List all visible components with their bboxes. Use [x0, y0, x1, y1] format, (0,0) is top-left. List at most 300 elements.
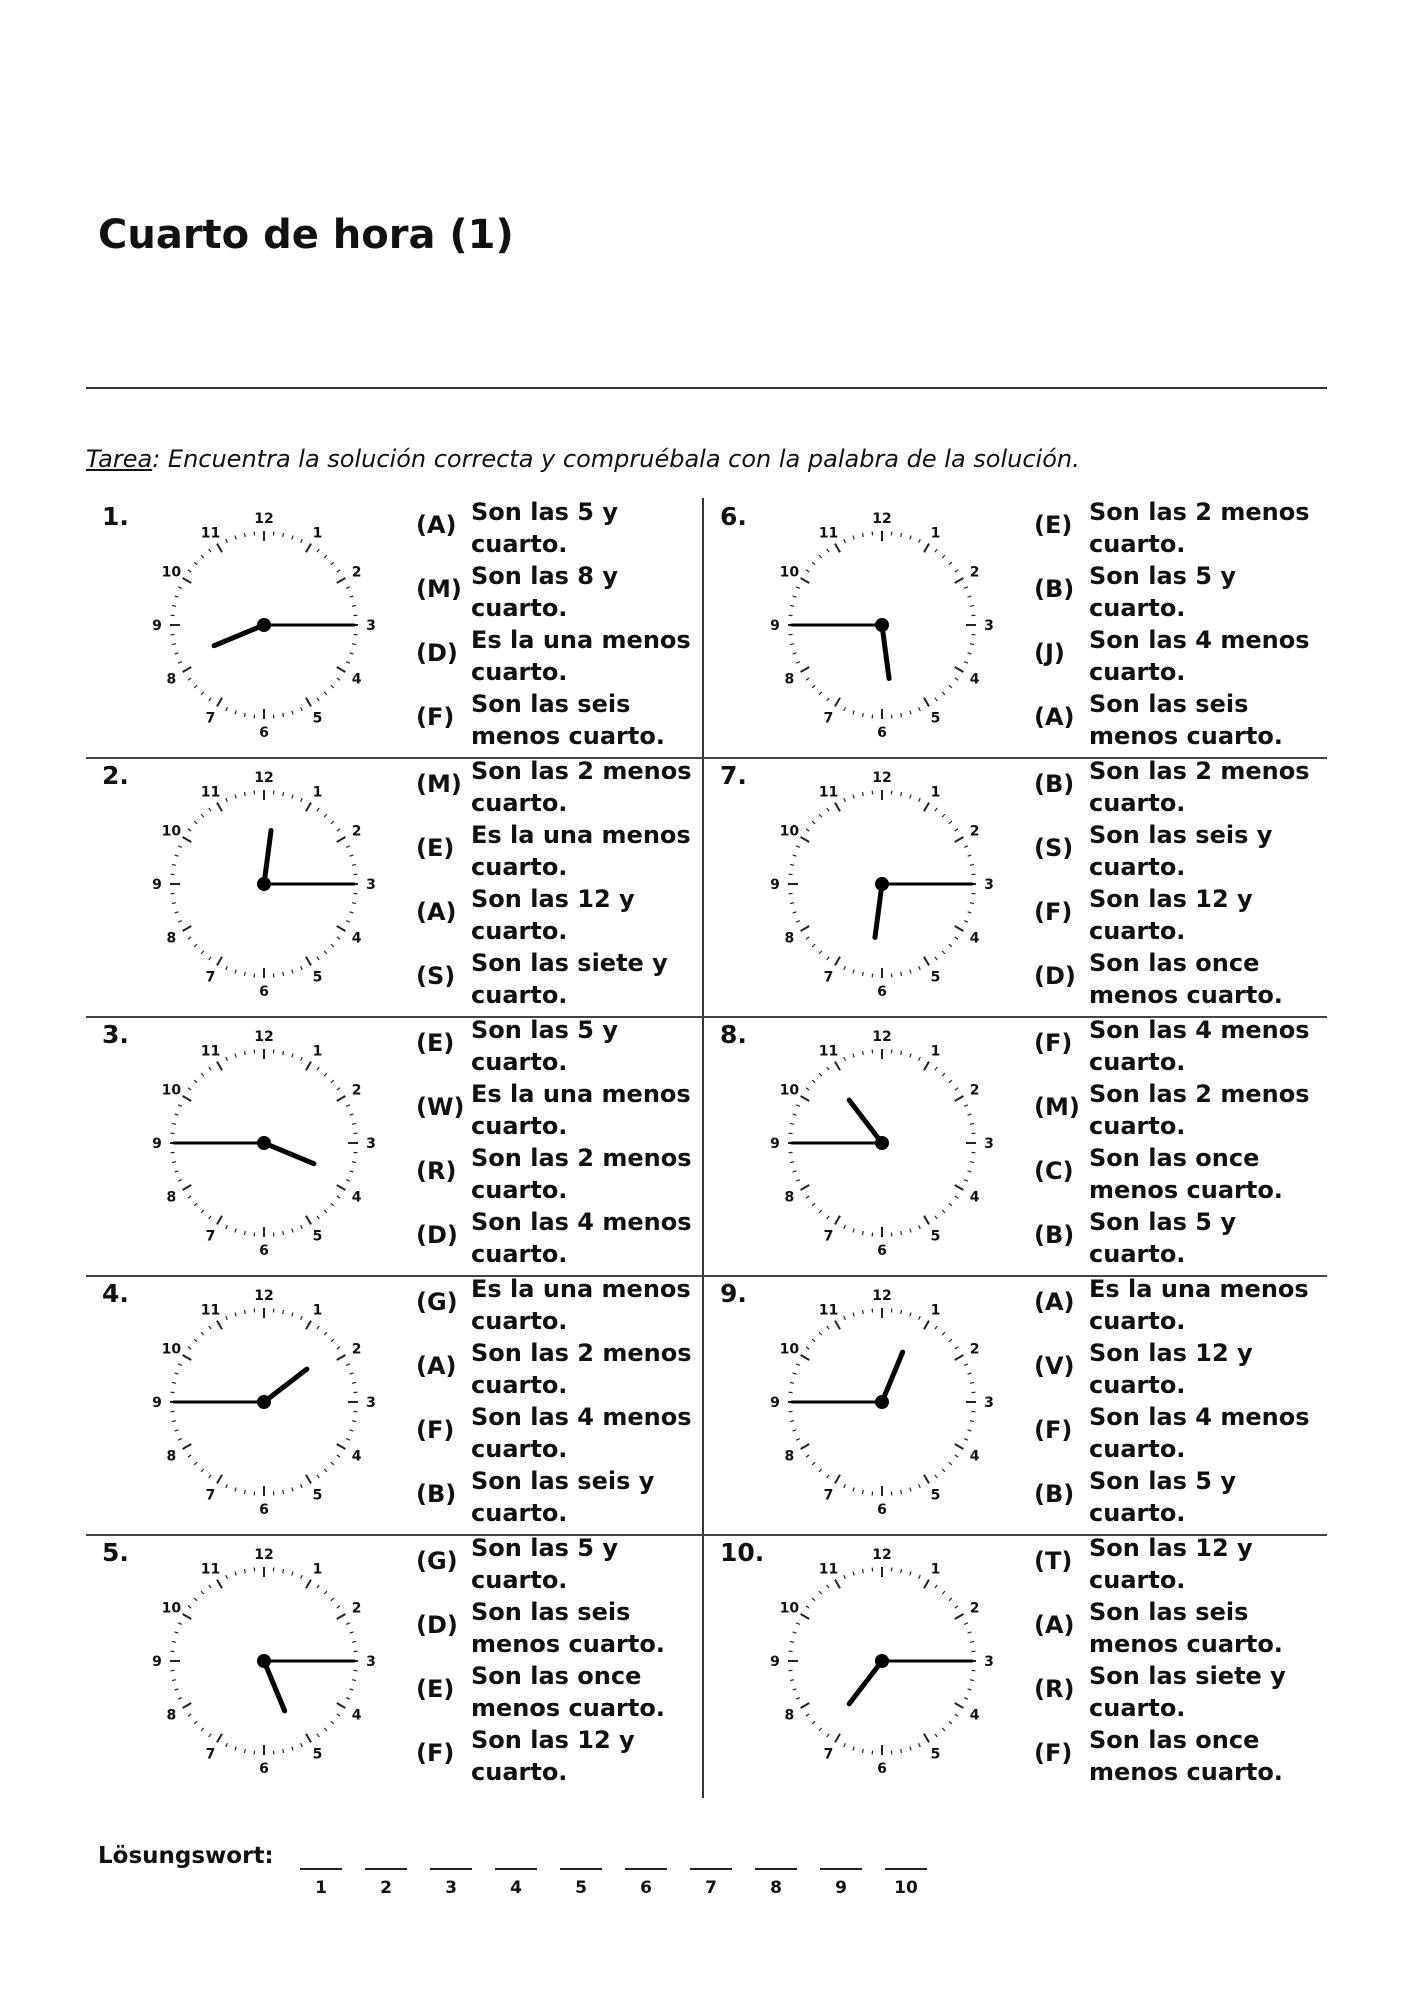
clock-tick: [919, 539, 921, 543]
clock-tick: [955, 837, 964, 842]
clock-tick: [283, 1231, 284, 1235]
option-text: Son las 12 y cuarto.: [1089, 1534, 1253, 1594]
clock-tick: [835, 957, 840, 966]
answer-blank[interactable]: [755, 1868, 797, 1870]
clock-tick: [209, 957, 211, 960]
clock-tick: [172, 644, 176, 645]
slot-number: 9: [835, 1878, 847, 1898]
clock-tick: [317, 698, 319, 701]
clock-tick: [793, 653, 797, 654]
clock-tick: [827, 957, 829, 960]
clock-tick: [801, 1703, 810, 1708]
clock-tick: [244, 972, 245, 976]
answer-option[interactable]: [1034, 885, 1324, 949]
clock-tick: [955, 1347, 958, 1349]
clock-tick: [194, 562, 197, 565]
clock-tick: [346, 1364, 350, 1366]
clock-tick: [194, 1203, 197, 1206]
option-letter: (G): [416, 1288, 458, 1316]
slot-number: 8: [770, 1878, 782, 1898]
answer-option[interactable]: [416, 1208, 706, 1272]
clock-numeral: 5: [312, 710, 323, 727]
clock-numeral: 1: [312, 525, 323, 542]
option-text: Son las seis y cuarto.: [1089, 821, 1273, 881]
clock-tick: [175, 653, 179, 654]
clock-numeral: 8: [784, 1189, 795, 1206]
clock-tick: [283, 1749, 284, 1753]
clock-tick: [812, 1080, 815, 1083]
slot-number: 3: [445, 1878, 457, 1898]
clock-tick: [942, 814, 945, 817]
clock-numeral: 6: [259, 1243, 269, 1259]
clock-tick: [226, 1743, 228, 1747]
clock-tick: [812, 1203, 815, 1206]
option-letter: (M): [1034, 1093, 1080, 1121]
option-text: Son las 5 y cuarto.: [1089, 1208, 1236, 1268]
exercise-number: 2.: [102, 761, 129, 790]
answer-option[interactable]: [416, 626, 706, 690]
option-text: Son las 12 y cuarto.: [1089, 885, 1253, 945]
exercise-number: 6.: [720, 502, 747, 531]
answer-option[interactable]: [1034, 757, 1324, 821]
clock-tick: [324, 1210, 327, 1213]
clock-tick: [827, 549, 829, 552]
clock-numeral: 2: [969, 564, 980, 581]
clock-tick: [337, 837, 346, 842]
clock-tick: [244, 1569, 245, 1573]
option-text: Son las 4 menos cuarto.: [471, 1403, 692, 1463]
clock-tick: [235, 795, 236, 799]
answer-option[interactable]: [416, 1467, 706, 1531]
clock-tick: [844, 1575, 846, 1579]
answer-slot[interactable]: [625, 1858, 667, 1898]
answer-option[interactable]: [416, 1275, 706, 1339]
option-text: Son las 2 menos cuarto.: [471, 1339, 692, 1399]
answer-option[interactable]: [1034, 1208, 1324, 1272]
clock-face: [154, 1277, 374, 1527]
clock-tick: [217, 1216, 222, 1225]
answer-option[interactable]: [416, 1662, 706, 1726]
option-letter: (B): [1034, 1221, 1075, 1249]
clock-tick: [970, 1162, 974, 1163]
clock-tick: [968, 912, 972, 913]
option-text: Son las 5 y cuarto.: [471, 1534, 618, 1594]
answer-option[interactable]: [416, 1339, 706, 1403]
clock-face: [154, 500, 374, 750]
answer-option[interactable]: [1034, 949, 1324, 1013]
answer-option[interactable]: [1034, 562, 1324, 626]
clock-tick: [201, 1210, 204, 1213]
exercise-number: 1.: [102, 502, 129, 531]
answer-option[interactable]: [1034, 1598, 1324, 1662]
option-text: Son las once menos cuarto.: [1089, 949, 1283, 1009]
clock-tick: [901, 1490, 902, 1494]
clock-numeral: 1: [312, 1043, 323, 1060]
clock-tick: [862, 533, 863, 537]
clock-tick: [350, 855, 354, 856]
clock-tick: [819, 1332, 822, 1335]
clock-tick: [901, 1231, 902, 1235]
clock-numeral: 7: [205, 1487, 216, 1504]
clock-tick: [835, 544, 840, 553]
clock-tick: [346, 921, 350, 923]
clock-tick: [935, 957, 937, 960]
clock-tick: [949, 562, 952, 565]
clock-tick: [317, 808, 319, 811]
clock-tick: [324, 951, 327, 954]
answer-option[interactable]: [416, 562, 706, 626]
clock-tick: [955, 678, 958, 680]
clock-tick: [346, 662, 350, 664]
clock-tick: [796, 921, 800, 923]
answer-blank[interactable]: [300, 1868, 342, 1870]
clock-center: [875, 877, 889, 891]
clock-tick: [324, 1469, 327, 1472]
answer-slot[interactable]: [495, 1858, 537, 1898]
answer-option[interactable]: [416, 1534, 706, 1598]
clock-tick: [217, 1734, 222, 1743]
clock-numeral: 10: [161, 823, 182, 840]
clock-tick: [172, 1680, 176, 1681]
clock-tick: [819, 692, 822, 695]
answer-option[interactable]: [416, 498, 706, 562]
answer-option[interactable]: [1034, 1016, 1324, 1080]
clock-tick: [317, 957, 319, 960]
clock-tick: [292, 1488, 293, 1492]
clock-tick: [175, 1373, 179, 1374]
answer-slot[interactable]: [690, 1858, 732, 1898]
clock-tick: [862, 792, 863, 796]
clock-tick: [301, 798, 303, 802]
option-letter: (M): [416, 770, 462, 798]
clock-tick: [924, 1321, 929, 1330]
answer-option[interactable]: [416, 1080, 706, 1144]
answer-option[interactable]: [1034, 1339, 1324, 1403]
clock-tick: [306, 1734, 311, 1743]
clock-tick: [306, 957, 311, 966]
clock-tick: [796, 662, 800, 664]
answer-blank[interactable]: [560, 1868, 602, 1870]
clock-tick: [806, 1347, 809, 1349]
clock-numeral: 6: [877, 984, 887, 1000]
clock-tick: [827, 1216, 829, 1219]
clock-tick: [955, 1088, 958, 1090]
option-letter: (W): [416, 1093, 465, 1121]
hour-hand: [214, 625, 264, 646]
clock-tick: [806, 1088, 809, 1090]
answer-option[interactable]: [1034, 1467, 1324, 1531]
clock-tick: [844, 966, 846, 970]
clock-tick: [835, 1321, 840, 1330]
clock-tick: [226, 1225, 228, 1229]
option-text: Es la una menos cuarto.: [471, 821, 691, 881]
option-letter: (F): [416, 703, 455, 731]
answer-slot[interactable]: [560, 1858, 602, 1898]
exercise-5: [86, 1534, 706, 1793]
clock-tick: [796, 1698, 800, 1700]
option-letter: (G): [416, 1547, 458, 1575]
option-letter: (J): [1034, 639, 1065, 667]
answer-option[interactable]: [416, 949, 706, 1013]
clock-tick: [235, 1313, 236, 1317]
answer-option[interactable]: [416, 757, 706, 821]
clock-tick: [812, 685, 815, 688]
answer-option[interactable]: [416, 1598, 706, 1662]
option-letter: (F): [416, 1739, 455, 1767]
answer-option[interactable]: [1034, 1726, 1324, 1790]
clock-tick: [175, 1114, 179, 1115]
clock-tick: [924, 544, 929, 553]
clock-numeral: 2: [351, 1082, 362, 1099]
clock-numeral: 6: [877, 1243, 887, 1259]
answer-option[interactable]: [1034, 1662, 1324, 1726]
clock-tick: [188, 829, 191, 831]
answer-slot[interactable]: [300, 1858, 342, 1898]
clock-tick: [935, 549, 937, 552]
clock-tick: [201, 555, 204, 558]
clock-tick: [183, 1096, 192, 1101]
clock-tick: [955, 1606, 958, 1608]
hour-hand: [264, 1143, 314, 1164]
clock-tick: [337, 678, 340, 680]
clock-tick: [301, 966, 303, 970]
clock-tick: [337, 570, 340, 572]
clock-tick: [853, 536, 854, 540]
clock-tick: [301, 1057, 303, 1061]
clock-numeral: 12: [254, 1547, 274, 1563]
option-letter: (F): [1034, 1416, 1073, 1444]
clock-tick: [317, 1216, 319, 1219]
exercise-1: [86, 498, 706, 757]
clock-numeral: 4: [351, 1707, 362, 1724]
clock-tick: [935, 698, 937, 701]
clock-numeral: 12: [872, 770, 892, 786]
clock-tick: [801, 578, 810, 583]
clock-tick: [853, 1572, 854, 1576]
option-letter: (A): [416, 511, 457, 539]
hour-hand: [882, 1352, 903, 1402]
answer-option[interactable]: [416, 1726, 706, 1790]
page-title: Cuarto de hora (1): [98, 212, 514, 258]
clock-tick: [235, 1229, 236, 1233]
clock-tick: [226, 1484, 228, 1488]
clock-numeral: 8: [784, 1448, 795, 1465]
answer-option[interactable]: [1034, 498, 1324, 562]
clock-numeral: 11: [818, 1302, 839, 1319]
clock-tick: [949, 1080, 952, 1083]
answer-option[interactable]: [1034, 1275, 1324, 1339]
clock-numeral: 2: [969, 1600, 980, 1617]
clock-tick: [226, 1057, 228, 1061]
clock-tick: [324, 1728, 327, 1731]
clock-tick: [324, 1332, 327, 1335]
clock-tick: [346, 1623, 350, 1625]
clock-tick: [862, 1051, 863, 1055]
exercise-number: 9.: [720, 1279, 747, 1308]
answer-slot[interactable]: [365, 1858, 407, 1898]
option-letter: (F): [1034, 1739, 1073, 1767]
answer-option[interactable]: [416, 690, 706, 754]
answer-blank[interactable]: [495, 1868, 537, 1870]
clock-tick: [209, 549, 211, 552]
clock-tick: [790, 644, 794, 645]
answer-slot[interactable]: [430, 1858, 472, 1898]
clock-tick: [194, 1080, 197, 1083]
clock-tick: [835, 1062, 840, 1071]
clock-tick: [924, 698, 929, 707]
answer-option[interactable]: [1034, 1403, 1324, 1467]
clock-tick: [812, 944, 815, 947]
clock-tick: [217, 1321, 222, 1330]
clock-tick: [862, 1310, 863, 1314]
answer-blank[interactable]: [430, 1868, 472, 1870]
option-text: Son las 5 y cuarto.: [471, 1016, 618, 1076]
clock-tick: [331, 1462, 334, 1465]
clock-numeral: 2: [969, 1341, 980, 1358]
clock-numeral: 2: [351, 823, 362, 840]
clock-tick: [194, 685, 197, 688]
clock-numeral: 5: [930, 710, 941, 727]
clock-tick: [853, 1229, 854, 1233]
clock-tick: [226, 1316, 228, 1320]
clock-numeral: 5: [312, 1228, 323, 1245]
answer-blank[interactable]: [625, 1868, 667, 1870]
clock-tick: [924, 1216, 929, 1225]
clock-tick: [901, 1569, 902, 1573]
clock-tick: [862, 972, 863, 976]
clock-numeral: 4: [351, 1448, 362, 1465]
clock-tick: [226, 1575, 228, 1579]
answer-option[interactable]: [416, 885, 706, 949]
clock-numeral: 4: [969, 1189, 980, 1206]
clock-tick: [188, 678, 191, 680]
clock-tick: [924, 957, 929, 966]
answer-option[interactable]: [416, 1403, 706, 1467]
clock-tick: [793, 1430, 797, 1431]
clock-numeral: 3: [984, 618, 994, 634]
clock-tick: [194, 821, 197, 824]
clock-tick: [955, 937, 958, 939]
answer-option[interactable]: [1034, 626, 1324, 690]
clock-tick: [244, 533, 245, 537]
exercise-number: 7.: [720, 761, 747, 790]
clock-numeral: 2: [351, 1341, 362, 1358]
clock-tick: [806, 1455, 809, 1457]
clock-tick: [812, 1339, 815, 1342]
clock-tick: [796, 1364, 800, 1366]
clock-tick: [806, 678, 809, 680]
answer-blank[interactable]: [885, 1868, 927, 1870]
answer-blank[interactable]: [820, 1868, 862, 1870]
answer-slot[interactable]: [820, 1858, 862, 1898]
clock-tick: [301, 1484, 303, 1488]
clock-face: [154, 1018, 374, 1268]
clock-numeral: 1: [930, 525, 941, 542]
clock-tick: [175, 1171, 179, 1172]
slot-number: 10: [894, 1878, 918, 1898]
answer-option[interactable]: [1034, 1144, 1324, 1208]
clock-numeral: 9: [770, 1395, 780, 1411]
clock-tick: [235, 536, 236, 540]
answer-slot[interactable]: [885, 1858, 927, 1898]
clock-tick: [201, 692, 204, 695]
answer-blank[interactable]: [365, 1868, 407, 1870]
option-letter: (E): [416, 834, 455, 862]
clock-tick: [244, 1310, 245, 1314]
option-text: Son las 2 menos cuarto.: [471, 757, 692, 817]
clock-numeral: 11: [818, 525, 839, 542]
clock-tick: [283, 533, 284, 537]
clock-face: [154, 759, 374, 1009]
clock-tick: [970, 1680, 974, 1681]
clock-tick: [910, 1572, 911, 1576]
answer-option[interactable]: [416, 1016, 706, 1080]
clock-numeral: 1: [312, 784, 323, 801]
clock-tick: [853, 970, 854, 974]
clock-tick: [806, 1606, 809, 1608]
clock-tick: [172, 1162, 176, 1163]
clock-tick: [337, 667, 346, 672]
option-text: Son las 2 menos cuarto.: [1089, 498, 1310, 558]
answer-option[interactable]: [1034, 821, 1324, 885]
answer-option[interactable]: [1034, 1080, 1324, 1144]
clock-tick: [812, 1721, 815, 1724]
clock-tick: [853, 1747, 854, 1751]
clock-tick: [346, 1180, 350, 1182]
option-letter: (B): [1034, 575, 1075, 603]
clock-numeral: 8: [166, 930, 177, 947]
clock-tick: [172, 605, 176, 606]
clock-tick: [346, 1105, 350, 1107]
clock-tick: [942, 951, 945, 954]
clock-tick: [970, 1421, 974, 1422]
clock-tick: [235, 1572, 236, 1576]
clock-tick: [901, 1310, 902, 1314]
answer-option[interactable]: [1034, 1534, 1324, 1598]
clock-numeral: 1: [312, 1561, 323, 1578]
clock-numeral: 7: [205, 710, 216, 727]
clock-tick: [331, 821, 334, 824]
option-text: Son las once menos cuarto.: [471, 1662, 665, 1722]
option-text: Son las seis y cuarto.: [471, 1467, 655, 1527]
answer-slot[interactable]: [755, 1858, 797, 1898]
clock-tick: [955, 926, 964, 931]
clock-numeral: 9: [770, 618, 780, 634]
clock-tick: [178, 662, 182, 664]
clock-tick: [201, 1332, 204, 1335]
clock-tick: [292, 970, 293, 974]
answer-option[interactable]: [416, 821, 706, 885]
option-letter: (B): [1034, 770, 1075, 798]
clock-tick: [292, 1747, 293, 1751]
answer-blank[interactable]: [690, 1868, 732, 1870]
clock-tick: [964, 1439, 968, 1441]
clock-tick: [790, 1162, 794, 1163]
clock-tick: [806, 937, 809, 939]
answer-option[interactable]: [416, 1144, 706, 1208]
clock-numeral: 10: [779, 564, 800, 581]
clock-tick: [178, 1698, 182, 1700]
clock-numeral: 10: [161, 564, 182, 581]
clock-tick: [968, 855, 972, 856]
clock-tick: [352, 1123, 356, 1124]
answer-option[interactable]: [1034, 690, 1324, 754]
clock-numeral: 9: [152, 618, 162, 634]
clock-tick: [910, 1229, 911, 1233]
clock-tick: [827, 698, 829, 701]
option-text: Es la una menos cuarto.: [1089, 1275, 1309, 1335]
clock-numeral: 12: [254, 1288, 274, 1304]
